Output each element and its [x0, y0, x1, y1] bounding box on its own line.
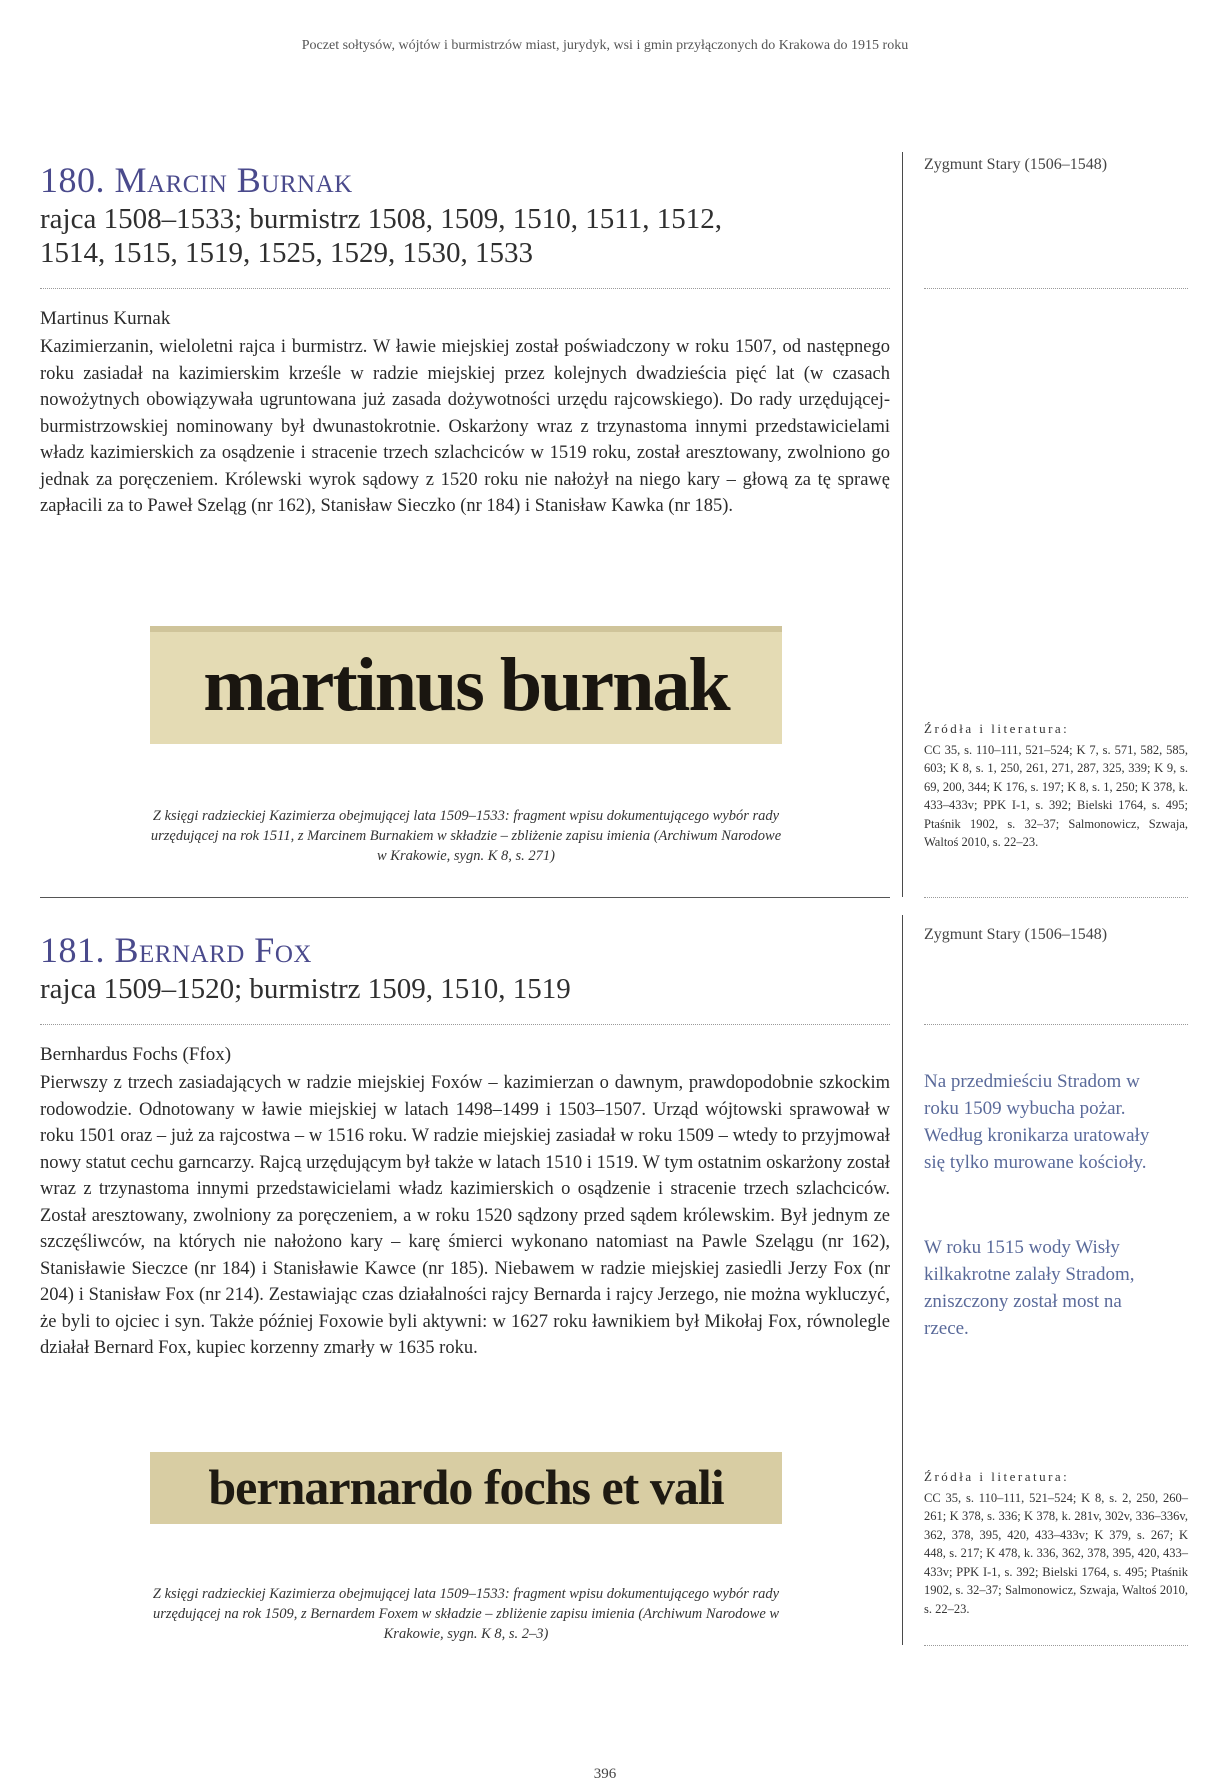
page-number: 396 [593, 1766, 617, 1782]
sources-list: CC 35, s. 110–111, 521–524; K 8, s. 2, 250, 260–261; K 378, s. 336; K 378, k. 281v, 302v, 336–336v, 362, 378, 395, 420, 433–433v; K 379, s. 267; K 448, s. 217; K 478, k. 336, 362, 378, 395, 420, 433–433v; PPK I-1, s. 392; Bielski 1764, s. 495; Ptaśnik 1902, s. 32–37; Salmonowicz, Szwaja, Waltoś 2010, s. 22–23. [924, 1490, 1188, 1616]
column-divider-2 [902, 915, 903, 1645]
entry-180-body: Kazimierzanin, wieloletni rajca i burmistrz. W ławie miejskiej został poświadczony w roku 1507, od następnego roku zasiadał na kazimierskim krześle w radzie miejskiej przez kolejnych dwadzieścia pięć lat (w czasach nowożytnych obowiązywała ugruntowana już zasada dożywotności urzędu rajcowskiego). Do rady urzędującej-burmistrzowskiej nominowany był dwunastokrotnie. Oskarżony wraz z trzynastoma innymi przedstawicielami władz kazimierskich za osądzenie i stracenie trzech szlachciców w 1519 roku, został aresztowany, zwolniono go jednak za poręczeniem. Królewski wyrok sądowy z 1520 roku nie nałożył na niego kary – głową za tę sprawę zapłacili za to Paweł Szeląg (nr 162), Stanisław Sieczko (nr 184) i Stanisław Kawka (nr 185). [40, 337, 890, 516]
dotted-rule [924, 1024, 1188, 1025]
side-note-fire: Na przedmieściu Stradom w roku 1509 wybucha pożar. Według kronikarza uratowały się tylko murowane kościoły. [924, 1071, 1150, 1173]
entry-180-reign: Zygmunt Stary (1506–1548) [924, 156, 1108, 173]
entry-180-caption: Z księgi radzieckiej Kazimierza obejmującej lata 1509–1533: fragment wpisu dokumentującego wybór rady urzędującej na rok 1511, z Marcinem Burnakiem w składzie – zbliżenie zapisu imienia (Archiwum Narodowe w Krakowie, sygn. K 8, s. 271) [150, 808, 782, 864]
manuscript-fragment-image [150, 626, 782, 744]
entry-180-sources [924, 720, 1188, 852]
manuscript-handwriting: martinus burnak [203, 643, 729, 727]
entry-180-latin-name: Martinus Kurnak [40, 308, 171, 329]
manuscript-fragment-image [150, 1452, 782, 1524]
dotted-rule [924, 288, 1188, 289]
column-divider-1 [902, 152, 903, 897]
dotted-rule [924, 897, 1188, 898]
entry-name: Marcin Burnak [114, 160, 353, 200]
dotted-rule [924, 1645, 1188, 1646]
sources-title: Źródła i literatura: [924, 721, 1070, 736]
entry-roles-line-2: 1514, 1515, 1519, 1525, 1529, 1530, 1533 [40, 237, 533, 269]
sources-list: CC 35, s. 110–111, 521–524; K 7, s. 571, 582, 585, 603; K 8, s. 1, 250, 261, 271, 287, 325, 339; K 9, s. 69, 200, 344; K 176, s. 197; K 8, s. 1, 250; K 378, k. 433–433v; PPK I-1, s. 392; Bielski 1764, s. 495; Ptaśnik 1902, s. 32–37; Salmonowicz, Szwaja, Waltoś 2010, s. 22–23. [924, 742, 1188, 849]
entry-roles-line-1: rajca 1508–1533; burmistrz 1508, 1509, 1510, 1511, 1512, [40, 203, 722, 235]
entry-181-title [40, 930, 890, 1006]
entry-number: 181. [40, 930, 105, 970]
entry-roles-line-1: rajca 1509–1520; burmistrz 1509, 1510, 1519 [40, 973, 571, 1005]
entry-181-reign: Zygmunt Stary (1506–1548) [924, 926, 1108, 943]
entry-180-title [40, 160, 890, 270]
side-note-flood: W roku 1515 wody Wisły kilkakrotne zalały Stradom, zniszczony został most na rzece. [924, 1237, 1135, 1339]
entry-name: Bernard Fox [114, 930, 312, 970]
entry-181-latin-name: Bernhardus Fochs (Ffox) [40, 1044, 232, 1065]
dotted-rule [40, 288, 890, 289]
entry-181-body: Pierwszy z trzech zasiadających w radzie miejskiej Foxów – kazimierzan o dawnym, prawdopodobnie szkockim rodowodzie. Odnotowany w ławie miejskiej w latach 1498–1499 i 1503–1507. Urząd wójtowski sprawował w roku 1501 oraz – już za rajcostwa – w 1516 roku. W radzie miejskiej zasiadał w roku 1509 – wtedy to przyjmował nowy statut cechu garncarzy. Rajcą urzędującym był także w latach 1510 i 1519. W tym ostatnim oskarżony został wraz z trzynastoma innymi przedstawicielami władz kazimierskich o osądzenie i stracenie trzech szlachciców. Został aresztowany, zwolniony za poręczeniem, a w roku 1520 sądzony przed sądem królewskim. Był jednym ze szczęśliwców, na których nie nałożono kary – karę śmierci wykonano natomiast na Pawle Szelągu (nr 162), Stanisławie Sieczce (nr 184) i Stanisławie Kawce (nr 185). Niebawem w radzie miejskiej zasiedli Jerzy Fox (nr 204) i Stanisław Fox (nr 214). Zestawiając czas działalności rajcy Bernarda i rajcy Jerzego, nie można wykluczyć, że byli to ojciec i syn. Także później Foxowie byli aktywni: w 1627 roku ławnikiem był Mikołaj Fox, równolegle działał Bernard Fox, kupiec korzenny zmarły w 1635 roku. [40, 1073, 890, 1358]
entry-number: 180. [40, 160, 105, 200]
sources-title: Źródła i literatura: [924, 1469, 1070, 1484]
dotted-rule [40, 1024, 890, 1025]
manuscript-handwriting: bernarnardo fochs et vali [208, 1459, 724, 1515]
entry-181-sources [924, 1468, 1188, 1618]
running-header: Poczet sołtysów, wójtów i burmistrzów miast, jurydyk, wsi i gmin przyłączonych do Krakowa do 1915 roku [301, 38, 909, 53]
entry-separator [40, 897, 890, 898]
entry-181-caption: Z księgi radzieckiej Kazimierza obejmującej lata 1509–1533: fragment wpisu dokumentującego wybór rady urzędującej na rok 1509, z Bernardem Foxem w składzie – zbliżenie zapisu imienia (Archiwum Narodowe w Krakowie, sygn. K 8, s. 2–3) [152, 1586, 780, 1642]
